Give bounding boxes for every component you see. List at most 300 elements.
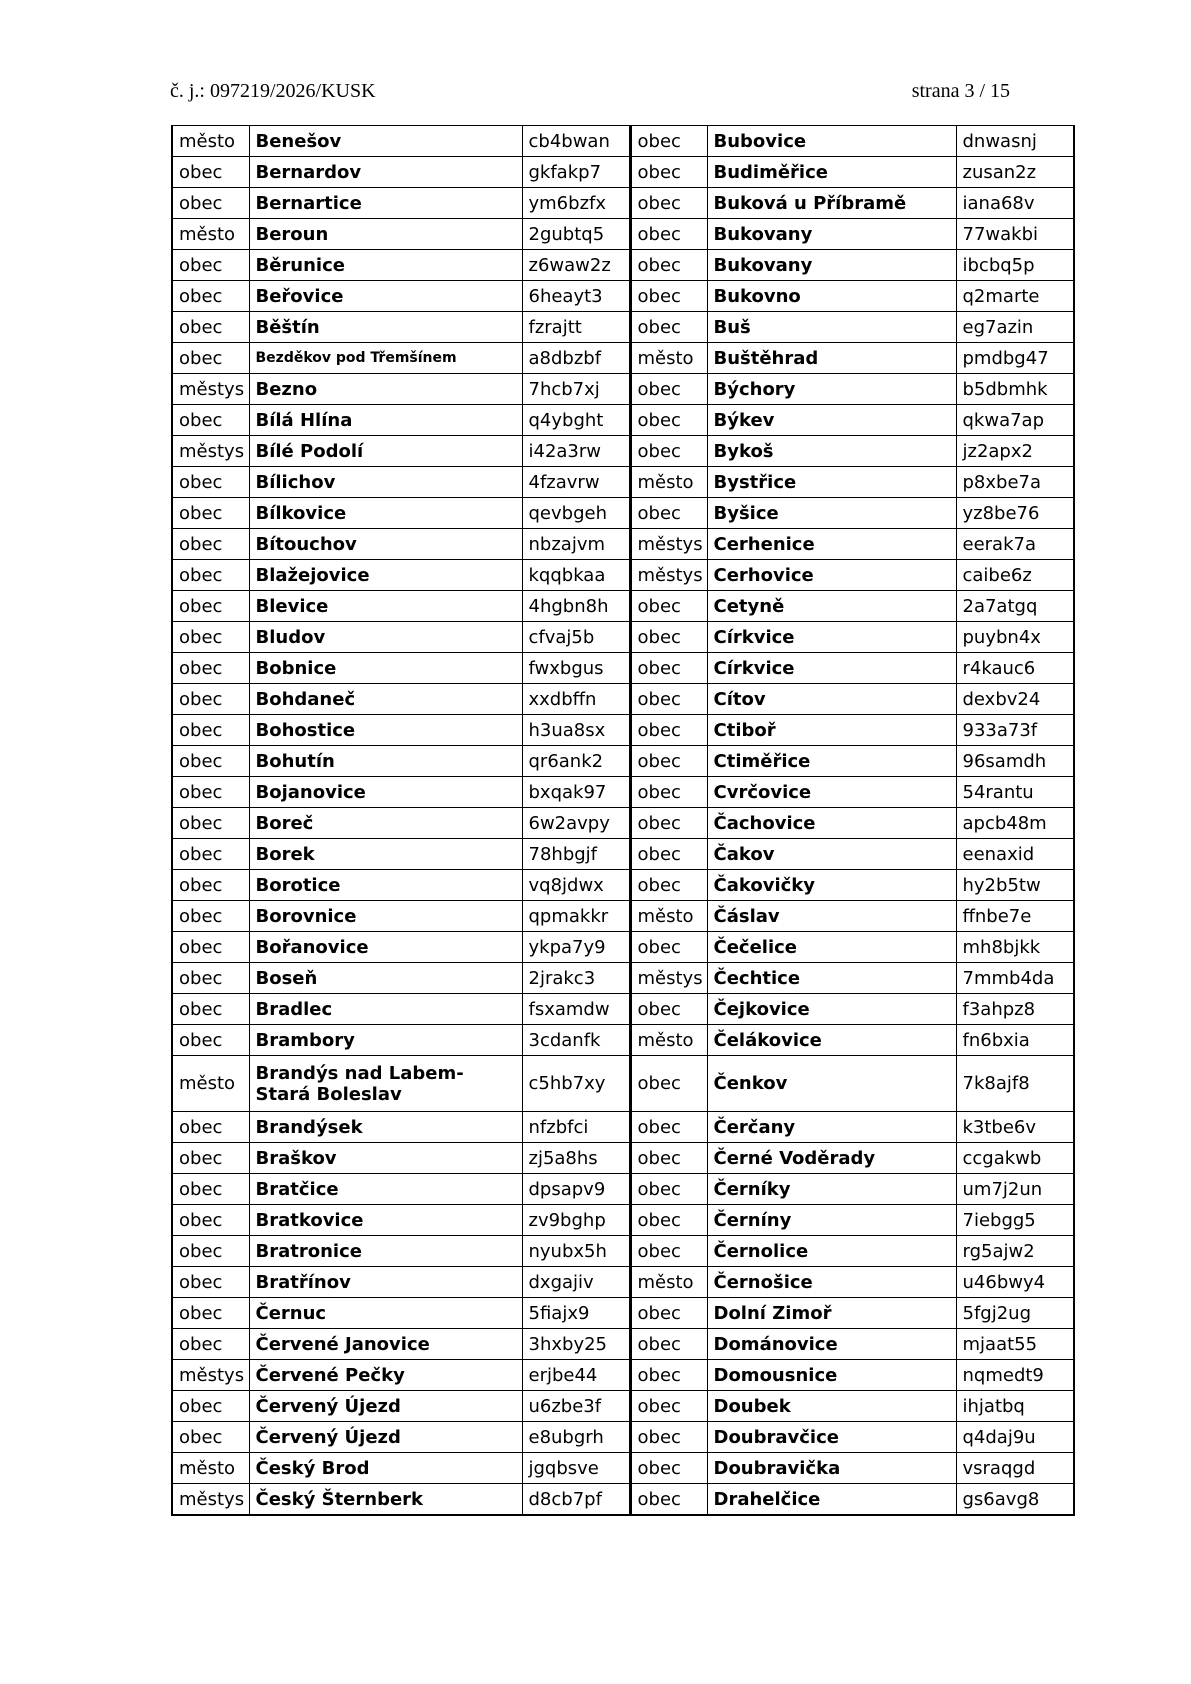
table-row	[172, 1453, 1074, 1484]
cell-code: ccgakwb	[956, 1143, 1074, 1174]
cell-code: h3ua8sx	[522, 715, 630, 746]
table-row	[172, 870, 1074, 901]
cell-code: 78hbgjf	[522, 839, 630, 870]
cell-code: p8xbe7a	[956, 467, 1074, 498]
cell-name: Červený Újezd	[249, 1391, 522, 1422]
cell-type: městys	[630, 963, 707, 994]
cell-type: obec	[172, 188, 249, 219]
cell-name: Červené Janovice	[249, 1329, 522, 1360]
cell-code: mh8bjkk	[956, 932, 1074, 963]
cell-code: nyubx5h	[522, 1236, 630, 1267]
cell-type: obec	[172, 715, 249, 746]
cell-code: 6w2avpy	[522, 808, 630, 839]
cell-type: obec	[172, 1329, 249, 1360]
cell-name: Bukovany	[707, 219, 956, 250]
cell-code: 7iebgg5	[956, 1205, 1074, 1236]
table-row	[172, 684, 1074, 715]
table-row	[172, 405, 1074, 436]
cell-name: Borotice	[249, 870, 522, 901]
cell-type: obec	[172, 746, 249, 777]
cell-code: ibcbq5p	[956, 250, 1074, 281]
cell-type: obec	[630, 374, 707, 405]
cell-name: Bratkovice	[249, 1205, 522, 1236]
cell-type: obec	[630, 808, 707, 839]
cell-type: obec	[172, 560, 249, 591]
cell-type: obec	[630, 219, 707, 250]
cell-name: Černé Voděrady	[707, 1143, 956, 1174]
page-header	[170, 80, 1010, 106]
cell-type: obec	[630, 1236, 707, 1267]
cell-name: Černošice	[707, 1267, 956, 1298]
cell-type: obec	[172, 1025, 249, 1056]
cell-type: obec	[630, 684, 707, 715]
cell-code: fzrajtt	[522, 312, 630, 343]
cell-name: Býchory	[707, 374, 956, 405]
cell-code: eenaxid	[956, 839, 1074, 870]
cell-type: obec	[172, 1236, 249, 1267]
cell-name: Ctiboř	[707, 715, 956, 746]
cell-type: město	[630, 343, 707, 374]
cell-name: Blažejovice	[249, 560, 522, 591]
table-row	[172, 653, 1074, 684]
cell-code: qpmakkr	[522, 901, 630, 932]
cell-name: Bykoš	[707, 436, 956, 467]
cell-name: Bílá Hlína	[249, 405, 522, 436]
cell-name: Český Brod	[249, 1453, 522, 1484]
cell-code: yz8be76	[956, 498, 1074, 529]
cell-code: zv9bghp	[522, 1205, 630, 1236]
cell-code: 5fgj2ug	[956, 1298, 1074, 1329]
cell-code: 7hcb7xj	[522, 374, 630, 405]
table-row	[172, 219, 1074, 250]
cell-code: 4fzavrw	[522, 467, 630, 498]
cell-type: obec	[172, 250, 249, 281]
cell-name: Doubravčice	[707, 1422, 956, 1453]
cell-type: obec	[630, 777, 707, 808]
cell-code: rg5ajw2	[956, 1236, 1074, 1267]
cell-name: Byšice	[707, 498, 956, 529]
cell-name: Čečelice	[707, 932, 956, 963]
cell-code: um7j2un	[956, 1174, 1074, 1205]
cell-type: obec	[630, 1174, 707, 1205]
table-row	[172, 1360, 1074, 1391]
cell-name: Brandýsek	[249, 1112, 522, 1143]
cell-code: b5dbmhk	[956, 374, 1074, 405]
table-row	[172, 1025, 1074, 1056]
cell-code: gkfakp7	[522, 157, 630, 188]
cell-type: obec	[630, 1453, 707, 1484]
table-row	[172, 591, 1074, 622]
cell-name: Černíny	[707, 1205, 956, 1236]
cell-name: Čerčany	[707, 1112, 956, 1143]
cell-name: Běrunice	[249, 250, 522, 281]
cell-type: obec	[172, 653, 249, 684]
cell-type: obec	[630, 994, 707, 1025]
cell-name: Bohutín	[249, 746, 522, 777]
cell-type: město	[172, 1453, 249, 1484]
cell-name: Cvrčovice	[707, 777, 956, 808]
cell-type: obec	[630, 622, 707, 653]
cell-type: obec	[630, 1391, 707, 1422]
cell-name: Doubravička	[707, 1453, 956, 1484]
cell-type: obec	[172, 1298, 249, 1329]
cell-type: městys	[630, 560, 707, 591]
cell-type: město	[172, 219, 249, 250]
table-row	[172, 1484, 1074, 1516]
cell-name: Drahelčice	[707, 1484, 956, 1516]
cell-type: obec	[172, 808, 249, 839]
cell-type: obec	[630, 1112, 707, 1143]
cell-type: městys	[172, 436, 249, 467]
cell-code: fsxamdw	[522, 994, 630, 1025]
cell-name: Bratčice	[249, 1174, 522, 1205]
municipality-table	[171, 125, 1075, 1516]
cell-name: Čechtice	[707, 963, 956, 994]
cell-code: ihjatbq	[956, 1391, 1074, 1422]
table-row	[172, 529, 1074, 560]
cell-name: Čakov	[707, 839, 956, 870]
table-row	[172, 281, 1074, 312]
cell-name: Bojanovice	[249, 777, 522, 808]
table-row	[172, 374, 1074, 405]
cell-type: obec	[630, 932, 707, 963]
table-row	[172, 1329, 1074, 1360]
cell-code: 2a7atgq	[956, 591, 1074, 622]
cell-code: nbzajvm	[522, 529, 630, 560]
cell-name: Cerhovice	[707, 560, 956, 591]
cell-name: Dománovice	[707, 1329, 956, 1360]
cell-code: bxqak97	[522, 777, 630, 808]
cell-code: mjaat55	[956, 1329, 1074, 1360]
cell-type: obec	[630, 157, 707, 188]
table-row	[172, 839, 1074, 870]
table-row	[172, 746, 1074, 777]
cell-code: fn6bxia	[956, 1025, 1074, 1056]
cell-code: kqqbkaa	[522, 560, 630, 591]
cell-name: Bílichov	[249, 467, 522, 498]
cell-name: Bernartice	[249, 188, 522, 219]
cell-type: obec	[172, 1391, 249, 1422]
cell-type: obec	[630, 1056, 707, 1112]
cell-type: obec	[172, 901, 249, 932]
cell-name: Bezno	[249, 374, 522, 405]
cell-type: obec	[630, 1329, 707, 1360]
cell-type: obec	[172, 1112, 249, 1143]
cell-name: Blevice	[249, 591, 522, 622]
cell-name: Bystřice	[707, 467, 956, 498]
cell-name: Bukovno	[707, 281, 956, 312]
cell-code: 7k8ajf8	[956, 1056, 1074, 1112]
cell-type: obec	[630, 126, 707, 157]
cell-type: obec	[630, 188, 707, 219]
cell-type: obec	[172, 343, 249, 374]
table-row	[172, 1236, 1074, 1267]
cell-type: obec	[172, 498, 249, 529]
cell-name: Český Šternberk	[249, 1484, 522, 1516]
cell-code: nqmedt9	[956, 1360, 1074, 1391]
cell-code: k3tbe6v	[956, 1112, 1074, 1143]
cell-code: 54rantu	[956, 777, 1074, 808]
cell-code: 2jrakc3	[522, 963, 630, 994]
cell-type: obec	[172, 684, 249, 715]
cell-code: vsraqgd	[956, 1453, 1074, 1484]
table-row	[172, 312, 1074, 343]
cell-name: Černíky	[707, 1174, 956, 1205]
cell-name: Ctiměřice	[707, 746, 956, 777]
cell-type: městys	[172, 1360, 249, 1391]
cell-type: městys	[630, 529, 707, 560]
cell-code: nfzbfci	[522, 1112, 630, 1143]
cell-type: obec	[172, 1143, 249, 1174]
cell-code: ym6bzfx	[522, 188, 630, 219]
cell-type: obec	[630, 498, 707, 529]
cell-code: 96samdh	[956, 746, 1074, 777]
cell-name: Buková u Příbramě	[707, 188, 956, 219]
cell-name: Brambory	[249, 1025, 522, 1056]
cell-type: město	[630, 901, 707, 932]
cell-type: obec	[630, 1298, 707, 1329]
cell-code: xxdbffn	[522, 684, 630, 715]
cell-type: obec	[172, 1267, 249, 1298]
cell-name: Červené Pečky	[249, 1360, 522, 1391]
cell-type: obec	[172, 1205, 249, 1236]
table-row	[172, 994, 1074, 1025]
cell-name: Bohostice	[249, 715, 522, 746]
page-number: strana 3 / 15	[911, 80, 1010, 102]
cell-code: i42a3rw	[522, 436, 630, 467]
cell-name: Cetyně	[707, 591, 956, 622]
cell-name: Doubek	[707, 1391, 956, 1422]
cell-code: dnwasnj	[956, 126, 1074, 157]
cell-type: obec	[172, 157, 249, 188]
cell-code: u46bwy4	[956, 1267, 1074, 1298]
cell-code: 77wakbi	[956, 219, 1074, 250]
cell-code: e8ubgrh	[522, 1422, 630, 1453]
cell-type: obec	[172, 591, 249, 622]
cell-type: obec	[172, 312, 249, 343]
cell-code: a8dbzbf	[522, 343, 630, 374]
cell-type: obec	[172, 932, 249, 963]
cell-code: dexbv24	[956, 684, 1074, 715]
cell-code: u6zbe3f	[522, 1391, 630, 1422]
cell-name: Boreč	[249, 808, 522, 839]
cell-code: fwxbgus	[522, 653, 630, 684]
cell-code: 6heayt3	[522, 281, 630, 312]
table-row	[172, 932, 1074, 963]
cell-name: Čáslav	[707, 901, 956, 932]
cell-code: erjbe44	[522, 1360, 630, 1391]
document-reference: č. j.: 097219/2026/KUSK	[170, 80, 376, 102]
cell-type: obec	[630, 1143, 707, 1174]
table-row	[172, 1143, 1074, 1174]
cell-type: obec	[172, 405, 249, 436]
cell-name: Církvice	[707, 653, 956, 684]
table-row	[172, 498, 1074, 529]
cell-code: dpsapv9	[522, 1174, 630, 1205]
cell-name: Brandýs nad Labem-Stará Boleslav	[249, 1056, 522, 1112]
cell-name: Býkev	[707, 405, 956, 436]
cell-code: z6waw2z	[522, 250, 630, 281]
cell-type: obec	[630, 870, 707, 901]
cell-code: qevbgeh	[522, 498, 630, 529]
cell-code: pmdbg47	[956, 343, 1074, 374]
table-row	[172, 901, 1074, 932]
cell-type: město	[630, 467, 707, 498]
cell-code: puybn4x	[956, 622, 1074, 653]
cell-type: obec	[172, 281, 249, 312]
cell-type: obec	[172, 839, 249, 870]
cell-code: hy2b5tw	[956, 870, 1074, 901]
cell-type: obec	[630, 1360, 707, 1391]
cell-type: obec	[630, 405, 707, 436]
cell-code: jz2apx2	[956, 436, 1074, 467]
cell-type: obec	[172, 870, 249, 901]
cell-code: dxgajiv	[522, 1267, 630, 1298]
cell-name: Bukovany	[707, 250, 956, 281]
cell-name: Čakovičky	[707, 870, 956, 901]
table-row	[172, 715, 1074, 746]
table-row	[172, 1205, 1074, 1236]
cell-name: Bradlec	[249, 994, 522, 1025]
cell-name: Bohdaneč	[249, 684, 522, 715]
cell-name: Bludov	[249, 622, 522, 653]
table-row	[172, 1056, 1074, 1112]
cell-code: eerak7a	[956, 529, 1074, 560]
cell-name: Beřovice	[249, 281, 522, 312]
table-row	[172, 250, 1074, 281]
cell-code: 5fiajx9	[522, 1298, 630, 1329]
cell-name: Běštín	[249, 312, 522, 343]
cell-type: město	[630, 1025, 707, 1056]
cell-name: Bobnice	[249, 653, 522, 684]
cell-name: Bílkovice	[249, 498, 522, 529]
cell-code: q4daj9u	[956, 1422, 1074, 1453]
cell-code: r4kauc6	[956, 653, 1074, 684]
cell-type: obec	[630, 746, 707, 777]
cell-type: obec	[630, 653, 707, 684]
cell-type: obec	[630, 1205, 707, 1236]
table-row	[172, 1298, 1074, 1329]
cell-type: obec	[172, 1422, 249, 1453]
cell-name: Benešov	[249, 126, 522, 157]
cell-name: Domousnice	[707, 1360, 956, 1391]
cell-type: město	[172, 1056, 249, 1112]
cell-name: Dolní Zimoř	[707, 1298, 956, 1329]
cell-code: c5hb7xy	[522, 1056, 630, 1112]
cell-code: zj5a8hs	[522, 1143, 630, 1174]
cell-name: Bubovice	[707, 126, 956, 157]
cell-name: Cítov	[707, 684, 956, 715]
table-row	[172, 436, 1074, 467]
cell-type: město	[172, 126, 249, 157]
cell-code: 933a73f	[956, 715, 1074, 746]
table-row	[172, 126, 1074, 157]
cell-code: q4ybght	[522, 405, 630, 436]
cell-code: 2gubtq5	[522, 219, 630, 250]
cell-code: d8cb7pf	[522, 1484, 630, 1516]
cell-code: gs6avg8	[956, 1484, 1074, 1516]
table-row	[172, 1267, 1074, 1298]
cell-name: Bítouchov	[249, 529, 522, 560]
cell-type: obec	[172, 994, 249, 1025]
table-row	[172, 1112, 1074, 1143]
cell-type: město	[630, 1267, 707, 1298]
cell-type: obec	[172, 467, 249, 498]
cell-type: obec	[172, 963, 249, 994]
cell-name: Černuc	[249, 1298, 522, 1329]
cell-code: jgqbsve	[522, 1453, 630, 1484]
cell-name: Borek	[249, 839, 522, 870]
cell-code: q2marte	[956, 281, 1074, 312]
cell-name: Černolice	[707, 1236, 956, 1267]
cell-code: vq8jdwx	[522, 870, 630, 901]
cell-code: ykpa7y9	[522, 932, 630, 963]
cell-code: iana68v	[956, 188, 1074, 219]
cell-code: 4hgbn8h	[522, 591, 630, 622]
cell-type: městys	[172, 374, 249, 405]
cell-name: Buš	[707, 312, 956, 343]
table-row	[172, 157, 1074, 188]
table-row	[172, 808, 1074, 839]
cell-name: Budiměřice	[707, 157, 956, 188]
table-row	[172, 560, 1074, 591]
cell-code: qr6ank2	[522, 746, 630, 777]
cell-name: Cerhenice	[707, 529, 956, 560]
table-body	[172, 126, 1074, 1516]
cell-type: obec	[172, 1174, 249, 1205]
table-row	[172, 1422, 1074, 1453]
cell-type: obec	[630, 839, 707, 870]
cell-type: obec	[630, 591, 707, 622]
cell-name: Bořanovice	[249, 932, 522, 963]
cell-type: obec	[630, 1484, 707, 1516]
cell-name: Čenkov	[707, 1056, 956, 1112]
cell-type: obec	[630, 312, 707, 343]
cell-name: Braškov	[249, 1143, 522, 1174]
cell-name: Beroun	[249, 219, 522, 250]
cell-type: obec	[172, 777, 249, 808]
cell-name: Bratronice	[249, 1236, 522, 1267]
cell-name: Bezděkov pod Třemšínem	[249, 343, 522, 374]
cell-name: Boseň	[249, 963, 522, 994]
cell-code: 3hxby25	[522, 1329, 630, 1360]
cell-code: 3cdanfk	[522, 1025, 630, 1056]
table-row	[172, 963, 1074, 994]
cell-type: obec	[630, 281, 707, 312]
cell-name: Buštěhrad	[707, 343, 956, 374]
cell-name: Čejkovice	[707, 994, 956, 1025]
cell-code: cb4bwan	[522, 126, 630, 157]
cell-code: 7mmb4da	[956, 963, 1074, 994]
cell-code: qkwa7ap	[956, 405, 1074, 436]
cell-name: Bratřínov	[249, 1267, 522, 1298]
cell-code: zusan2z	[956, 157, 1074, 188]
cell-type: obec	[172, 529, 249, 560]
cell-name: Čachovice	[707, 808, 956, 839]
cell-code: eg7azin	[956, 312, 1074, 343]
cell-name: Církvice	[707, 622, 956, 653]
cell-type: obec	[630, 715, 707, 746]
cell-type: městys	[172, 1484, 249, 1516]
cell-code: caibe6z	[956, 560, 1074, 591]
cell-name: Čelákovice	[707, 1025, 956, 1056]
table-row	[172, 777, 1074, 808]
table-row	[172, 343, 1074, 374]
cell-type: obec	[630, 436, 707, 467]
cell-code: apcb48m	[956, 808, 1074, 839]
table-row	[172, 1391, 1074, 1422]
cell-name: Borovnice	[249, 901, 522, 932]
